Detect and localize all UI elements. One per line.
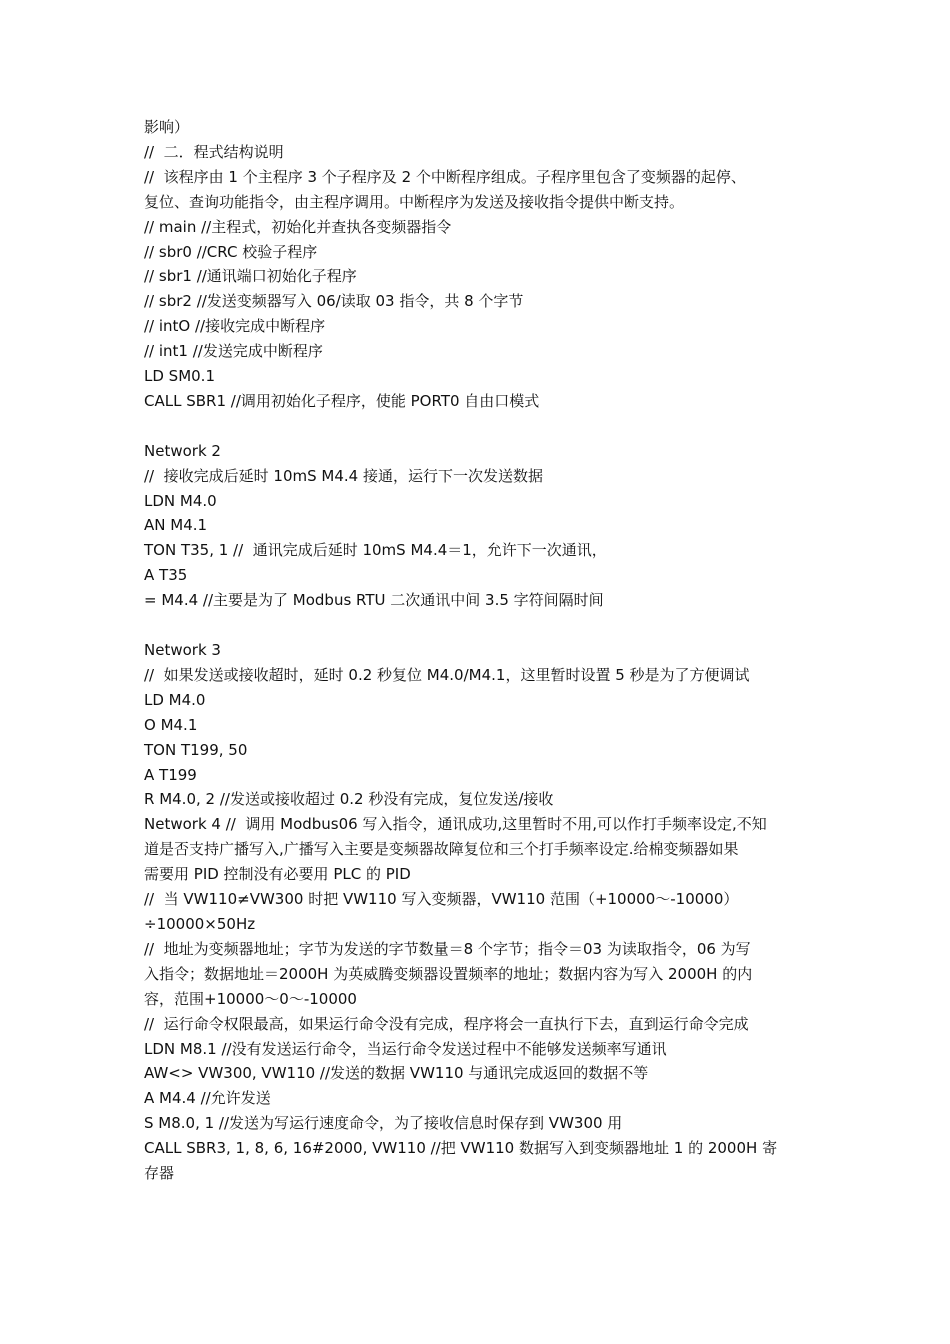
text-line: TON T35, 1 // 通讯完成后延时 10mS M4.4＝1，允许下一次通讯， <box>144 541 607 560</box>
text-line: // int1 //发送完成中断程序 <box>144 342 323 361</box>
text-line: R M4.0, 2 //发送或接收超过 0.2 秒没有完成，复位发送/接收 <box>144 790 554 809</box>
text-line: LD M4.0 <box>144 690 206 709</box>
text-line: // sbr0 //CRC 校验子程序 <box>144 242 318 261</box>
text-line: CALL SBR3, 1, 8, 6, 16#2000, VW110 //把 VW110 数据写入到变频器地址 1 的 2000H 寄 <box>144 1139 778 1158</box>
blank-line <box>144 613 814 638</box>
text-line: A T35 <box>144 566 188 585</box>
text-line: AN M4.1 <box>144 516 208 535</box>
text-line: // 地址为变频器地址；字节为发送的字节数量＝8 个字节；指令＝03 为读取指令，06 为写 <box>144 939 751 958</box>
text-line: // 二．程式结构说明 <box>144 142 284 161</box>
text-line: // 运行命令权限最高，如果运行命令没有完成，程序将会一直执行下去，直到运行命令完成 <box>144 1014 749 1033</box>
text-line: // 当 VW110≠VW300 时把 VW110 写入变频器，VW110 范围（+10000～-10000） <box>144 890 739 909</box>
text-line: 存器 <box>144 1164 175 1183</box>
text-line: S M8.0, 1 //发送为写运行速度命令，为了接收信息时保存到 VW300 用 <box>144 1114 623 1133</box>
text-line: Network 4 // 调用 Modbus06 写入指令，通讯成功,这里暂时不用,可以作打手频率设定,不知 <box>144 815 767 834</box>
text-line: Network 2 <box>144 441 221 460</box>
text-line: A T199 <box>144 765 197 784</box>
text-line: 容，范围+10000～0～-10000 <box>144 989 357 1008</box>
blank-line <box>144 414 814 439</box>
text-line: 需要用 PID 控制没有必要用 PLC 的 PID <box>144 865 411 884</box>
text-line: O M4.1 <box>144 715 198 734</box>
text-line: TON T199, 50 <box>144 740 248 759</box>
text-line: CALL SBR1 //调用初始化子程序，使能 PORT0 自由口模式 <box>144 391 540 410</box>
text-line: ÷10000×50Hz <box>144 914 256 933</box>
text-line: // 接收完成后延时 10mS M4.4 接通，运行下一次发送数据 <box>144 466 543 485</box>
text-line: Network 3 <box>144 641 221 659</box>
text-line: // sbr1 //通讯端口初始化子程序 <box>144 267 357 286</box>
document-body <box>144 115 814 1186</box>
text-line: 入指令；数据地址＝2000H 为英威腾变频器设置频率的地址；数据内容为写入 2000H 的内 <box>144 964 753 983</box>
text-line: // sbr2 //发送变频器写入 06/读取 03 指令，共 8 个字节 <box>144 292 524 311</box>
text-line: // main //主程式，初始化并查执各变频器指令 <box>144 217 452 236</box>
text-line: A M4.4 //允许发送 <box>144 1089 271 1108</box>
text-line: LD SM0.1 <box>144 367 215 386</box>
text-line: // 如果发送或接收超时，延时 0.2 秒复位 M4.0/M4.1，这里暂时设置 5 秒是为了方便调试 <box>144 665 750 684</box>
text-line: LDN M8.1 //没有发送运行命令，当运行命令发送过程中不能够发送频率写通讯 <box>144 1039 667 1058</box>
text-line: // intO //接收完成中断程序 <box>144 317 326 336</box>
text-line: 复位、查询功能指令，由主程序调用。中断程序为发送及接收指令提供中断支持。 <box>144 192 685 211</box>
text-line: AW<> VW300, VW110 //发送的数据 VW110 与通讯完成返回的数据不等 <box>144 1064 649 1083</box>
text-line: 影响） <box>144 118 190 136</box>
text-line: 道是否支持广播写入,广播写入主要是变频器故障复位和三个打手频率设定.给棉变频器如果 <box>144 840 739 859</box>
text-line: // 该程序由 1 个主程序 3 个子程序及 2 个中断程序组成。子程序里包含了变频器的起停、 <box>144 167 746 186</box>
text-line: = M4.4 //主要是为了 Modbus RTU 二次通讯中间 3.5 字符间隔时间 <box>144 591 604 610</box>
text-line: LDN M4.0 <box>144 491 217 510</box>
